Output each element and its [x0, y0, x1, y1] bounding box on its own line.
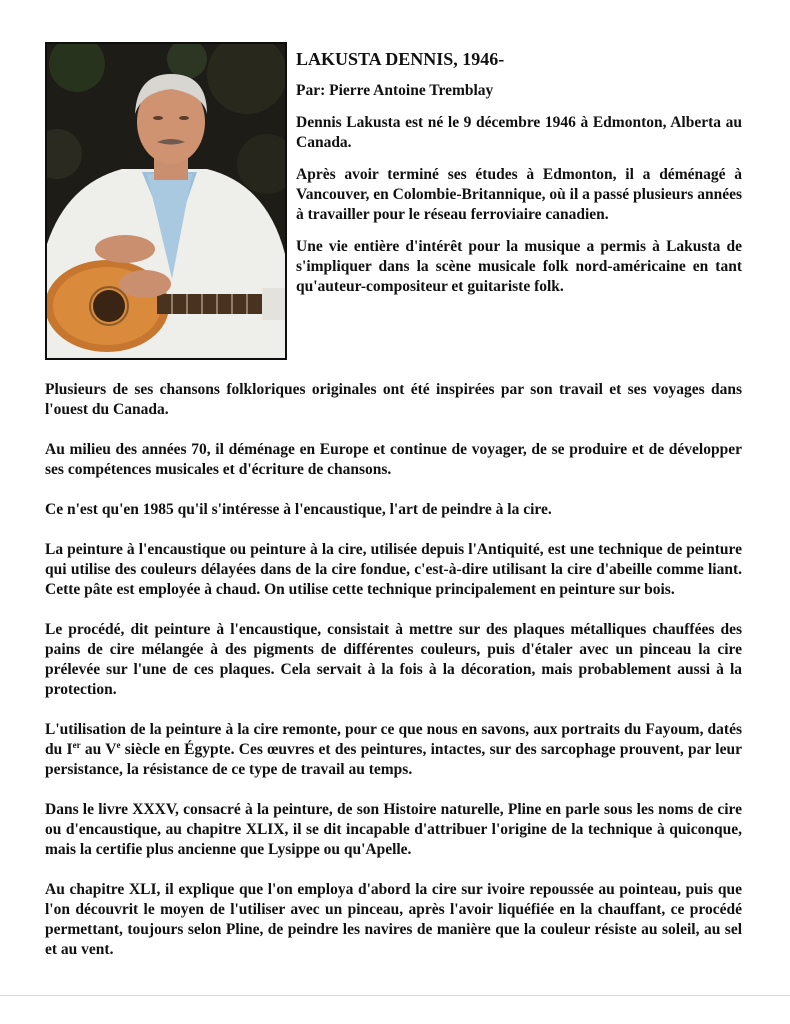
- paragraph-songs: Plusieurs de ses chansons folkloriques originales ont été inspirées par son travail et ses voyages dans l'ouest du Canada.: [45, 381, 742, 418]
- paragraph-pline-chapter: Au chapitre XLI, il explique que l'on employa d'abord la cire sur ivoire repoussée au pointeau, puis que l'on découvrit le moyen de l'utiliser avec un pinceau, après l'avoir liquéfiée en la chauffant, ce procédé permettant, toujours selon Pline, de peindre les navires de manière que la couleur résiste au soleil, au sel et au vent.: [45, 881, 742, 958]
- paragraph-process: Le procédé, dit peinture à l'encaustique, consistait à mettre sur des plaques métalliques chauffées des pains de cire mélangée à des pigments de différentes couleurs, puis d'étaler avec un pinceau la cire prélevée sur l'une de ces plaques. Cela servait à la fois à la décoration, mais probablement aussi à la protection.: [45, 621, 742, 698]
- body-column: [45, 380, 742, 980]
- portrait-photo: [45, 42, 287, 360]
- article-title: LAKUSTA DENNIS, 1946-: [296, 49, 505, 69]
- paragraph-pline-book: Dans le livre XXXV, consacré à la peinture, de son Histoire naturelle, Pline en parle sous les noms de cire ou d'encaustique, au chapitre XLIX, il se dit incapable d'attribuer l'origine de la technique à quiconque, mais la certifie plus ancienne que Lysippe ou qu'Apelle.: [45, 801, 742, 858]
- header-column: [296, 47, 742, 309]
- fayoum-text-middle: au V: [80, 741, 117, 758]
- paragraph-birth: Dennis Lakusta est né le 9 décembre 1946 à Edmonton, Alberta au Canada.: [296, 114, 742, 151]
- article-author: Par: Pierre Antoine Tremblay: [296, 82, 494, 99]
- page-bottom-edge: [0, 995, 790, 996]
- fayoum-text-before: L'utilisation de la peinture à la cire remonte, pour ce que nous en savons, aux portraits du Fayoum, datés du I: [45, 721, 742, 758]
- paragraph-encaustic-definition: La peinture à l'encaustique ou peinture à la cire, utilisée depuis l'Antiquité, est une technique de peinture qui utilise des couleurs délayées dans de la cire fondue, c'est-à-dire utilisant la cire d'abeille comme liant. Cette pâte est employée à chaud. On utilise cette technique principalement en peinture sur bois.: [45, 541, 742, 598]
- paragraph-fayoum: [45, 720, 742, 780]
- portrait-illustration: [47, 44, 285, 358]
- paragraph-europe: Au milieu des années 70, il déménage en Europe et continue de voyager, de se produire et de développer ses compétences musicales et d'écriture de chansons.: [45, 441, 742, 478]
- paragraph-music: Une vie entière d'intérêt pour la musique a permis à Lakusta de s'impliquer dans la scène musicale folk nord-américaine en tant qu'auteur-compositeur et guitariste folk.: [296, 238, 742, 295]
- superscript-e: e: [116, 739, 121, 750]
- paragraph-studies: Après avoir terminé ses études à Edmonton, il a déménagé à Vancouver, en Colombie-Britannique, où il a passé plusieurs années à travailler pour le réseau ferroviaire canadien.: [296, 166, 742, 223]
- fayoum-text-after: siècle en Égypte. Ces œuvres et des peintures, intactes, sur des sarcophage prouvent, par leur persistance, la résistance de ce type de travail au temps.: [45, 741, 742, 778]
- superscript-er: er: [72, 739, 81, 750]
- paragraph-1985: Ce n'est qu'en 1985 qu'il s'intéresse à l'encaustique, l'art de peindre à la cire.: [45, 501, 552, 518]
